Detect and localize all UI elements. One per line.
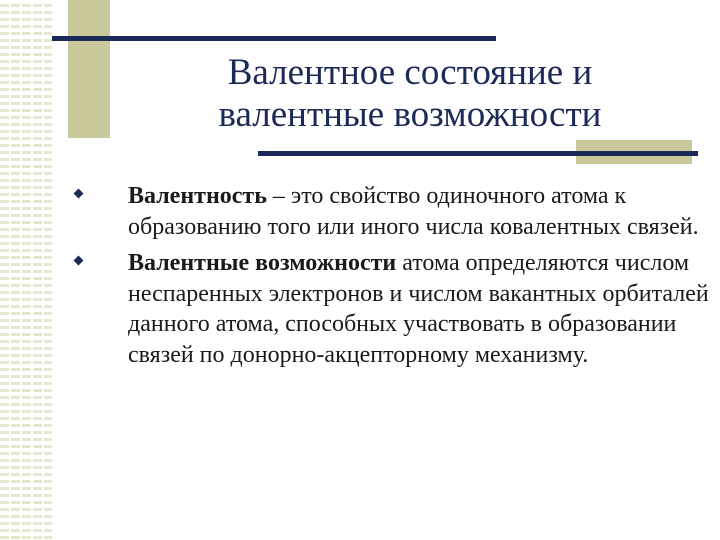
bullet-list xyxy=(0,181,720,376)
bullet-item-valence xyxy=(0,181,720,242)
bottom-accent-bar xyxy=(258,151,698,156)
top-accent-bar xyxy=(52,36,496,41)
diamond-bullet-icon xyxy=(74,189,84,199)
bullet-term: Валентные возможности xyxy=(128,250,397,276)
bullet-text xyxy=(128,181,716,242)
title-line-1: Валентное состояние и xyxy=(227,52,593,93)
bullet-definition: – это свойство одиночного атома к образованию того или иного числа ковалентных связей. xyxy=(128,183,699,240)
title-line-2: валентные возможности xyxy=(218,94,602,135)
bullet-definition: атома определяются числом неспаренных электронов и числом вакантных орбиталей данного атома, способных участвовать в образовании связей по донорно-акцепторному механизму. xyxy=(128,250,709,368)
bullet-text xyxy=(128,248,716,370)
slide-title xyxy=(150,52,670,136)
bullet-term: Валентность xyxy=(128,183,267,209)
bullet-item-valence-capabilities xyxy=(0,248,720,370)
top-tan-block xyxy=(68,0,110,138)
diamond-bullet-icon xyxy=(74,256,84,266)
